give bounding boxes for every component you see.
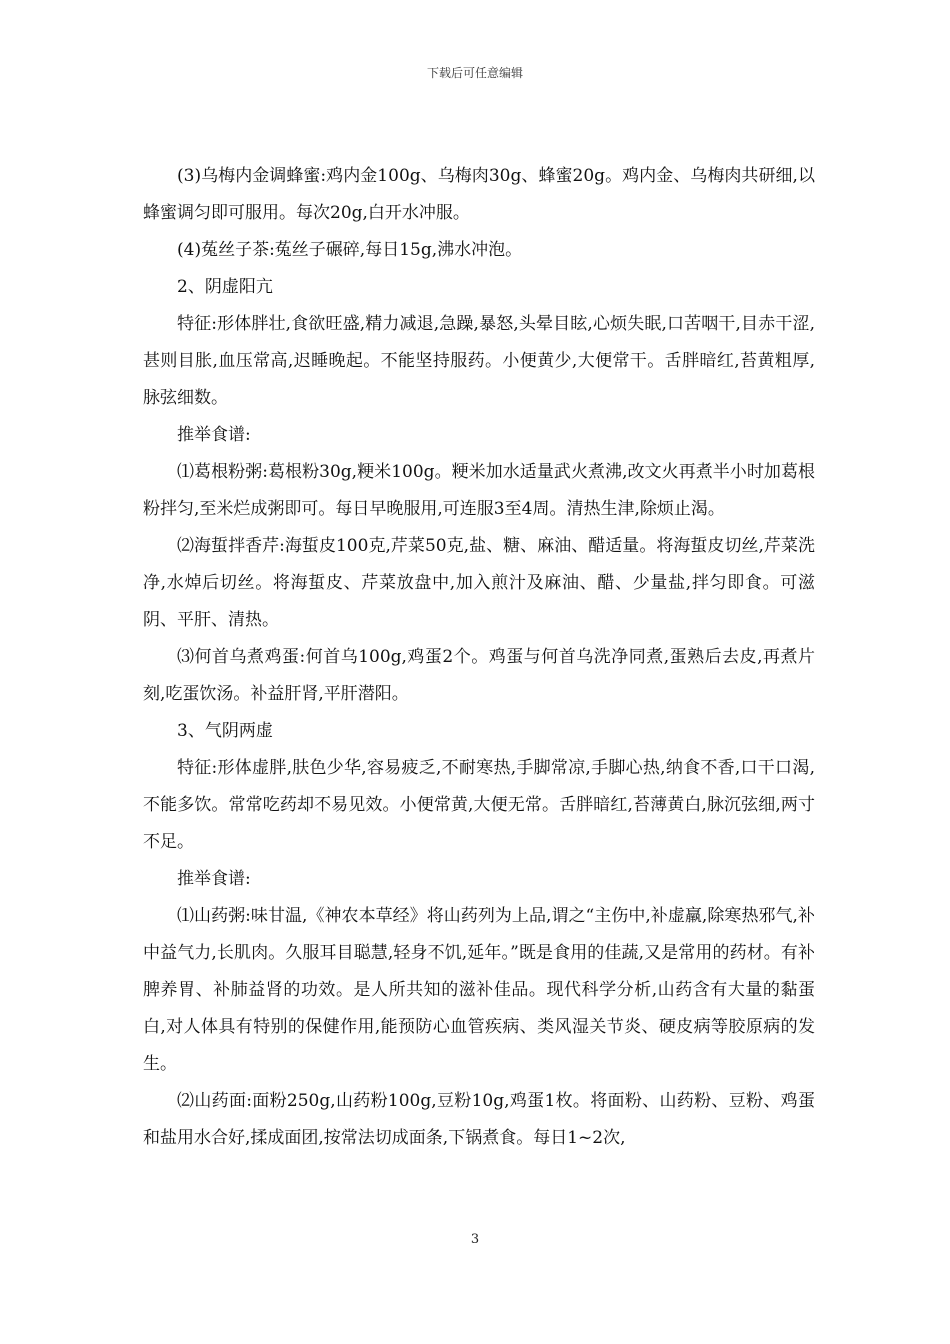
paragraph-recipe-3-2: ⑵山药面:面粉250g,山药粉100g,豆粉10g,鸡蛋1枚。将面粉、山药粉、豆粉、鸡蛋和盐用水合好,揉成面团,按常法切成面条,下锅煮食。每日1~2次,: [143, 1091, 815, 1148]
page-number: 3: [470, 1232, 480, 1247]
section-heading-2: 2、阴虚阳亢: [177, 277, 273, 297]
document-body: [143, 158, 815, 1157]
paragraph-features-2: 特征:形体胖壮,食欲旺盛,精力减退,急躁,暴怒,头晕目眩,心烦失眠,口苦咽干,目赤干涩,甚则目胀,血压常高,迟睡晚起。不能坚持服药。小便黄少,大便常干。舌胖暗红,苔黄粗厚,脉弦细数。: [143, 314, 815, 408]
paragraph-recipe-2-3: ⑶何首乌煮鸡蛋:何首乌100g,鸡蛋2个。鸡蛋与何首乌洗净同煮,蛋熟后去皮,再煮片刻,吃蛋饮汤。补益肝肾,平肝潜阳。: [143, 647, 815, 704]
section-heading-3: 3、气阴两虚: [177, 721, 273, 741]
paragraph-recipe-2-2: ⑵海蜇拌香芹:海蜇皮100克,芹菜50克,盐、糖、麻油、醋适量。将海蜇皮切丝,芹菜洗净,水焯后切丝。将海蜇皮、芹菜放盘中,加入煎汁及麻油、醋、少量盐,拌匀即食。可滋阴、平肝、清热。: [143, 536, 815, 630]
page-header: 下载后可任意编辑: [426, 66, 523, 80]
subheading-recipes-2: 推举食谱:: [177, 425, 251, 445]
paragraph-recipe-3: (3)乌梅内金调蜂蜜:鸡内金100g、乌梅肉30g、蜂蜜20g。鸡内金、乌梅肉共研细,以蜂蜜调匀即可服用。每次20g,白开水冲服。: [143, 166, 815, 223]
paragraph-recipe-2-1: ⑴葛根粉粥:葛根粉30g,粳米100g。粳米加水适量武火煮沸,改文火再煮半小时加葛根粉拌匀,至米烂成粥即可。每日早晚服用,可连服3至4周。清热生津,除烦止渴。: [143, 462, 815, 519]
paragraph-features-3: 特征:形体虚胖,肤色少华,容易疲乏,不耐寒热,手脚常凉,手脚心热,纳食不香,口干口渴,不能多饮。常常吃药却不易见效。小便常黄,大便无常。舌胖暗红,苔薄黄白,脉沉弦细,两寸不足。: [143, 758, 815, 852]
subheading-recipes-3: 推举食谱:: [177, 869, 251, 889]
paragraph-recipe-3-1: ⑴山药粥:味甘温,《神农本草经》将山药列为上品,谓之“主伤中,补虚羸,除寒热邪气,补中益气力,长肌肉。久服耳目聪慧,轻身不饥,延年。”既是食用的佳蔬,又是常用的药材。有补脾养胃、补肺益肾的功效。是人所共知的滋补佳品。现代科学分析,山药含有大量的黏蛋白,对人体具有特别的保健作用,能预防心血管疾病、类风湿关节炎、硬皮病等胶原病的发生。: [143, 906, 815, 1074]
paragraph-recipe-4: (4)菟丝子茶:菟丝子碾碎,每日15g,沸水冲泡。: [177, 240, 523, 260]
